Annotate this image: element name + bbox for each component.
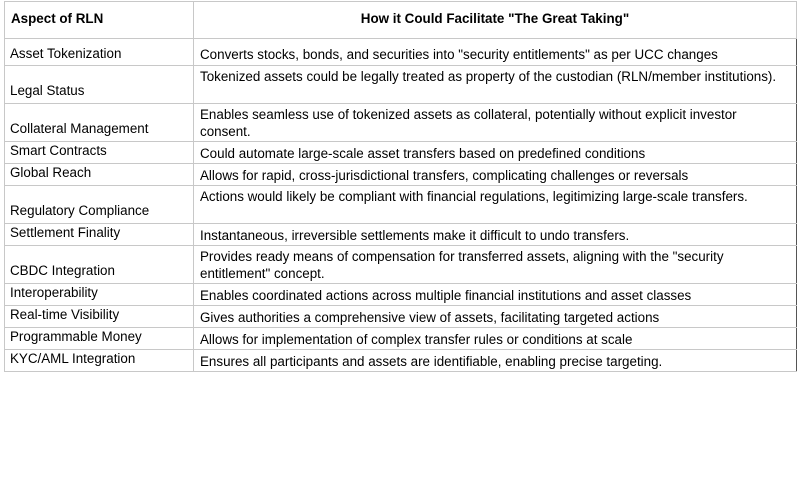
aspect-cell: Collateral Management xyxy=(5,104,194,142)
header-facilitation: How it Could Facilitate "The Great Taking" xyxy=(194,2,797,39)
aspect-cell: Asset Tokenization xyxy=(5,39,194,66)
header-aspect: Aspect of RLN xyxy=(5,2,194,39)
rln-great-taking-table xyxy=(4,1,797,372)
table-row xyxy=(5,164,797,186)
description-cell: Converts stocks, bonds, and securities into "security entitlements" as per UCC changes xyxy=(194,39,797,66)
table-row xyxy=(5,66,797,104)
table-row xyxy=(5,306,797,328)
description-cell: Could automate large-scale asset transfers based on predefined conditions xyxy=(194,142,797,164)
table-row xyxy=(5,284,797,306)
table-row xyxy=(5,246,797,284)
aspect-cell: Global Reach xyxy=(5,164,194,186)
table-row xyxy=(5,104,797,142)
aspect-cell: Real-time Visibility xyxy=(5,306,194,328)
aspect-cell: Legal Status xyxy=(5,66,194,104)
table-row xyxy=(5,224,797,246)
aspect-cell: Interoperability xyxy=(5,284,194,306)
table-row xyxy=(5,186,797,224)
aspect-cell: Regulatory Compliance xyxy=(5,186,194,224)
aspect-cell: CBDC Integration xyxy=(5,246,194,284)
aspect-cell: KYC/AML Integration xyxy=(5,350,194,372)
description-cell: Allows for implementation of complex transfer rules or conditions at scale xyxy=(194,328,797,350)
description-cell: Enables seamless use of tokenized assets as collateral, potentially without explicit investor consent. xyxy=(194,104,797,142)
table-row xyxy=(5,39,797,66)
description-cell: Enables coordinated actions across multiple financial institutions and asset classes xyxy=(194,284,797,306)
comparison-table-container xyxy=(4,1,796,372)
aspect-cell: Programmable Money xyxy=(5,328,194,350)
table-row xyxy=(5,350,797,372)
description-cell: Ensures all participants and assets are identifiable, enabling precise targeting. xyxy=(194,350,797,372)
description-cell: Tokenized assets could be legally treated as property of the custodian (RLN/member institutions). xyxy=(194,66,797,104)
description-cell: Instantaneous, irreversible settlements make it difficult to undo transfers. xyxy=(194,224,797,246)
table-row xyxy=(5,142,797,164)
description-cell: Provides ready means of compensation for transferred assets, aligning with the "security entitlement" concept. xyxy=(194,246,797,284)
table-header-row xyxy=(5,2,797,39)
aspect-cell: Smart Contracts xyxy=(5,142,194,164)
description-cell: Gives authorities a comprehensive view of assets, facilitating targeted actions xyxy=(194,306,797,328)
description-cell: Allows for rapid, cross-jurisdictional transfers, complicating challenges or reversals xyxy=(194,164,797,186)
table-row xyxy=(5,328,797,350)
aspect-cell: Settlement Finality xyxy=(5,224,194,246)
description-cell: Actions would likely be compliant with financial regulations, legitimizing large-scale transfers. xyxy=(194,186,797,224)
